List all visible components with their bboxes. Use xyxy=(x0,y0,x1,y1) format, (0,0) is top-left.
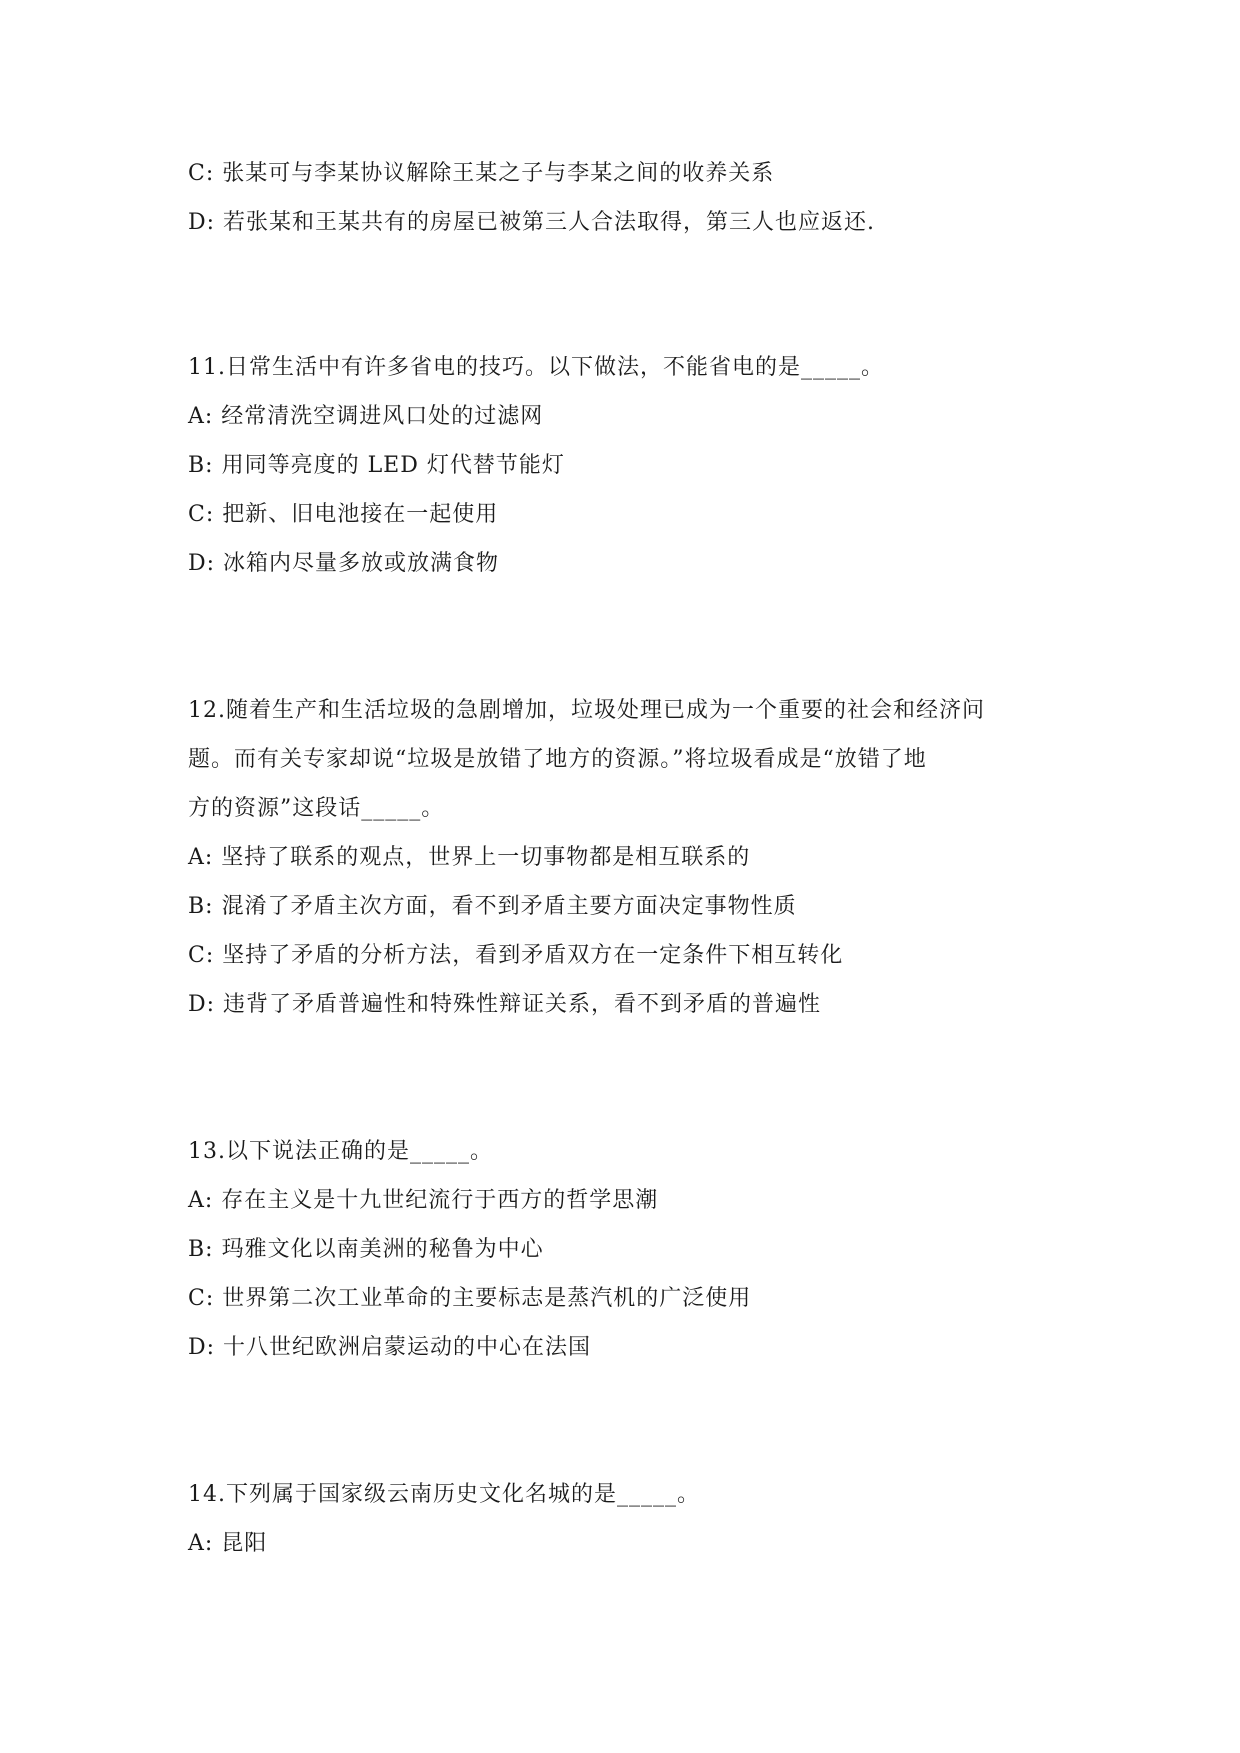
question-13-stem: 13.以下说法正确的是_____。 xyxy=(188,1139,493,1164)
question-13-option-a: A: 存在主义是十九世纪流行于西方的哲学思潮 xyxy=(188,1188,659,1213)
question-12-option-b: B: 混淆了矛盾主次方面，看不到矛盾主要方面决定事物性质 xyxy=(188,894,797,919)
question-11-stem: 11.日常生活中有许多省电的技巧。以下做法，不能省电的是_____。 xyxy=(188,355,884,380)
question-13-option-c: C: 世界第二次工业革命的主要标志是蒸汽机的广泛使用 xyxy=(188,1286,752,1311)
question-13-option-d: D: 十八世纪欧洲启蒙运动的中心在法国 xyxy=(188,1335,592,1360)
question-12-option-c: C: 坚持了矛盾的分析方法，看到矛盾双方在一定条件下相互转化 xyxy=(188,943,844,968)
question-14-stem: 14.下列属于国家级云南历史文化名城的是_____。 xyxy=(188,1482,700,1507)
question-11-option-a: A: 经常清洗空调进风口处的过滤网 xyxy=(188,404,544,429)
question-13-option-b: B: 玛雅文化以南美洲的秘鲁为中心 xyxy=(188,1237,544,1262)
question-11-option-c: C: 把新、旧电池接在一起使用 xyxy=(188,502,499,527)
question-14-option-a: A: 昆阳 xyxy=(188,1531,268,1556)
question-11-option-d: D: 冰箱内尽量多放或放满食物 xyxy=(188,551,500,576)
prev-question-option-c: C: 张某可与李某协议解除王某之子与李某之间的收养关系 xyxy=(188,161,775,186)
prev-question-option-d: D: 若张某和王某共有的房屋已被第三人合法取得，第三人也应返还. xyxy=(188,210,876,235)
question-11-option-b: B: 用同等亮度的 LED 灯代替节能灯 xyxy=(188,453,565,478)
question-12-option-d: D: 违背了矛盾普遍性和特殊性辩证关系，看不到矛盾的普遍性 xyxy=(188,992,822,1017)
question-12-option-a: A: 坚持了联系的观点，世界上一切事物都是相互联系的 xyxy=(188,845,751,870)
question-12-stem-line-2: 题。而有关专家却说“垃圾是放错了地方的资源。”将垃圾看成是“放错了地 xyxy=(188,747,927,772)
question-12-stem-line-1: 12.随着生产和生活垃圾的急剧增加，垃圾处理已成为一个重要的社会和经济问 xyxy=(188,698,985,723)
question-12-stem-line-3: 方的资源”这段话_____。 xyxy=(188,796,445,821)
